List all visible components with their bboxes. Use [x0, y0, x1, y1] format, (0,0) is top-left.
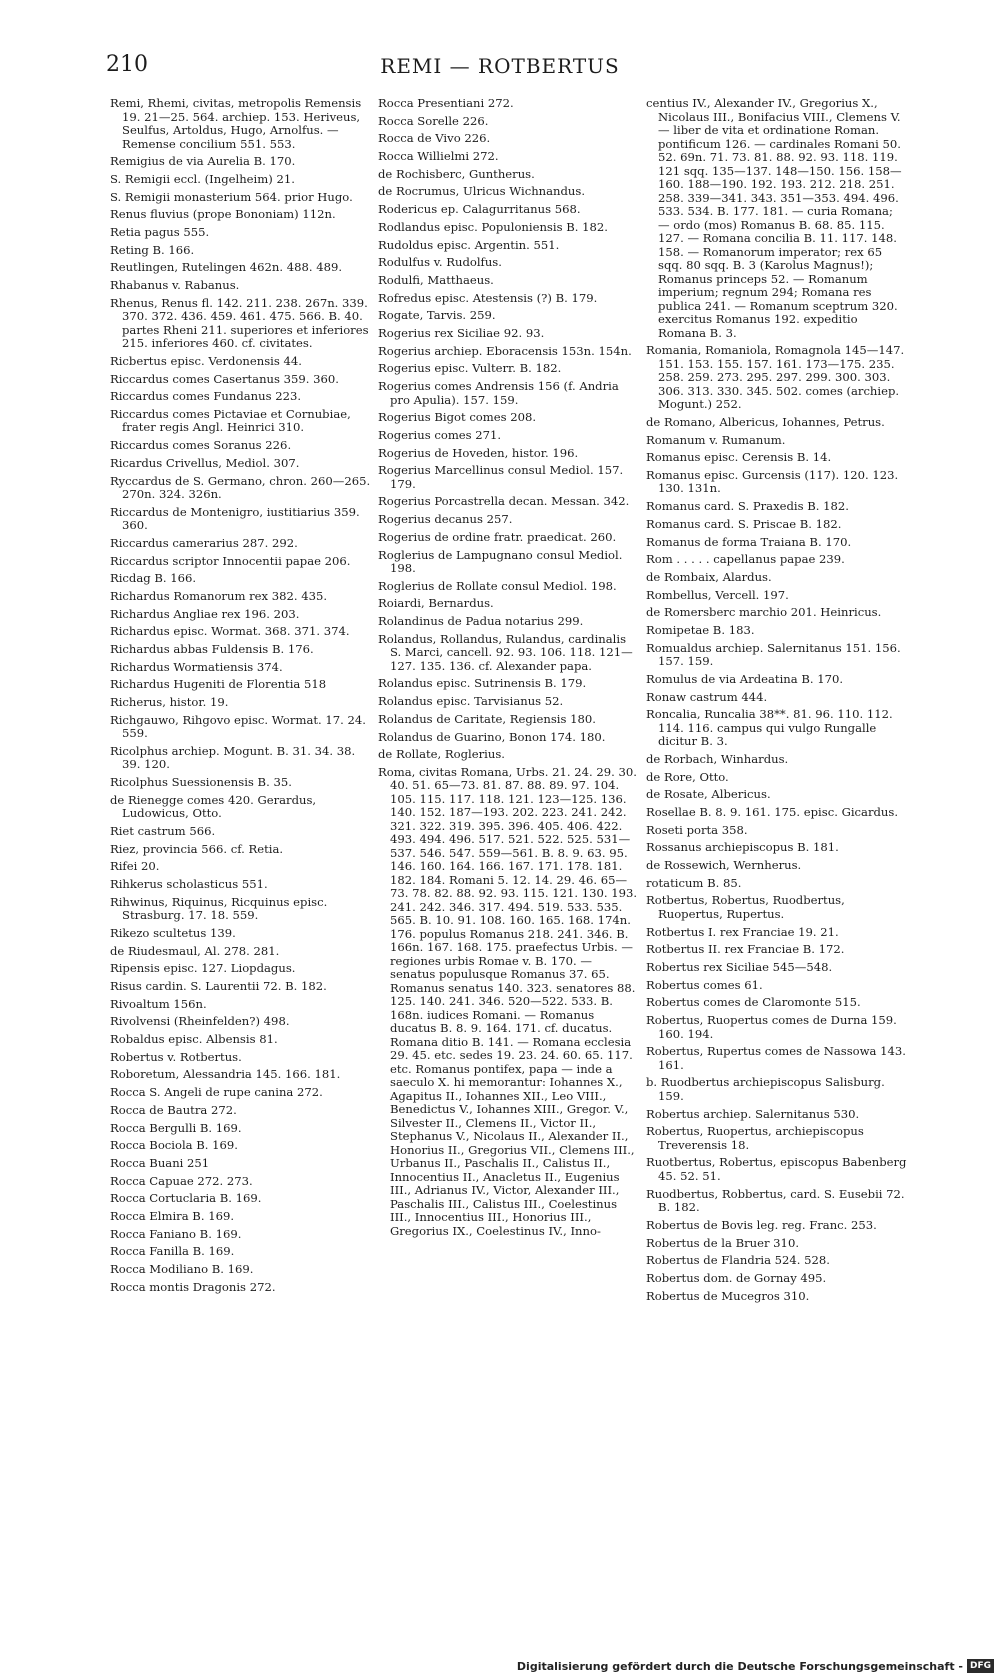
index-entry: Richardus Hugeniti de Florentia 518: [110, 677, 327, 692]
index-entry: Richardus Romanorum rex 382. 435.: [110, 588, 328, 603]
index-entry: Rogerius decanus 257.: [378, 512, 513, 527]
index-entry: Rogate, Tarvis. 259.: [378, 308, 496, 323]
index-entry: Rogerius Marcellinus consul Mediol. 157. 179.: [378, 463, 624, 491]
index-entry: Robertus comes 61.: [646, 977, 763, 992]
index-entry: Rodericus ep. Calagurritanus 568.: [378, 202, 581, 217]
index-entry: Robertus de Bovis leg. reg. Franc. 253.: [646, 1217, 877, 1232]
index-entry: Rocca Faniano B. 169.: [110, 1226, 242, 1241]
index-entry: de Rosate, Albericus.: [646, 787, 771, 802]
index-entry: Rihwinus, Riquinus, Ricquinus episc. Strasburg. 17. 18. 559.: [110, 894, 328, 923]
index-entry: Rodulfi, Matthaeus.: [378, 272, 494, 287]
index-entry: Rossanus archiepiscopus B. 181.: [646, 840, 839, 855]
digitization-footer: [517, 1655, 1000, 1677]
index-entry: Robertus, Ruopertus, archiepiscopus Treverensis 18.: [646, 1124, 864, 1152]
index-entry: Reutlingen, Rutelingen 462n. 488. 489.: [110, 260, 343, 275]
footer-text: Digitalisierung gefördert durch die Deutsche Forschungsgemeinschaft -: [516, 1659, 963, 1673]
index-column-3: [646, 97, 908, 1307]
index-entry: Rocca Sorelle 226.: [378, 113, 489, 128]
index-entry: Robertus rex Siciliae 545—548.: [646, 959, 833, 974]
index-entry: Rhabanus v. Rabanus.: [110, 278, 240, 292]
index-entry: de Rombaix, Alardus.: [646, 569, 772, 584]
index-entry: Rogerius de Hoveden, histor. 196.: [378, 445, 579, 460]
index-entry: Rocca Willielmi 272.: [378, 149, 499, 164]
index-entry: Rocca Cortuclaria B. 169.: [110, 1191, 262, 1206]
index-entry: Riet castrum 566.: [110, 824, 216, 838]
index-entry: Rocca Bociola B. 169.: [110, 1138, 238, 1153]
index-entry: Rudoldus episc. Argentin. 551.: [378, 237, 560, 252]
index-entry: Rocca montis Dragonis 272.: [110, 1279, 276, 1294]
index-column-2: [378, 97, 640, 1243]
index-entry: rotaticum B. 85.: [646, 875, 742, 890]
index-entry: Ricardus Crivellus, Mediol. 307.: [110, 455, 300, 470]
index-entry: Roglerius de Rollate consul Mediol. 198.: [378, 578, 617, 593]
index-entry: Ruodbertus, Robbertus, card. S. Eusebii 72. B. 182.: [646, 1186, 905, 1215]
index-entry: Rogerius episc. Vulterr. B. 182.: [378, 361, 562, 376]
index-entry: Ricolphus archiep. Mogunt. B. 31. 34. 38. 39. 120.: [110, 743, 356, 772]
index-entry: Rivolvensi (Rheinfelden?) 498.: [110, 1014, 290, 1029]
index-entry: Richardus episc. Wormat. 368. 371. 374.: [110, 624, 350, 639]
index-entry: de Rochisberc, Guntherus.: [378, 166, 535, 181]
index-entry: Rocca Presentiani 272.: [378, 96, 514, 110]
index-entry: Rocca de Vivo 226.: [378, 131, 491, 146]
index-column-1: [110, 97, 372, 1298]
index-entry: Rolandus episc. Sutrinensis B. 179.: [378, 676, 587, 691]
index-entry: Riccardus comes Fundanus 223.: [110, 389, 302, 404]
index-entry: Rocca Modiliano B. 169.: [110, 1262, 254, 1276]
index-entry: Rom . . . . . capellanus papae 239.: [646, 552, 845, 567]
index-entry: Romanum v. Rumanum.: [646, 432, 786, 447]
index-entry: Retia pagus 555.: [110, 224, 210, 239]
index-entry: Romania, Romaniola, Romagnola 145—147. 151. 153. 155. 157. 161. 173—175. 235. 258. 259. 273. 295. 297. 299. 300. 303. 306. 313. 330. 345. 502. comes (archiep. Mogunt.) 252.: [646, 343, 905, 412]
index-entry: Rolandinus de Padua notarius 299.: [378, 614, 584, 629]
index-entry: Roboretum, Alessandria 145. 166. 181.: [110, 1067, 341, 1082]
index-entry: Rodulfus v. Rudolfus.: [378, 255, 502, 270]
index-entry: Rolandus, Rollandus, Rulandus, cardinalis S. Marci, cancell. 92. 93. 106. 118. 121—127. 135. 136. cf. Alexander papa.: [378, 631, 633, 673]
index-entry: Ruotbertus, Robertus, episcopus Babenberg 45. 52. 51.: [646, 1155, 907, 1183]
index-entry: Rocca Elmira B. 169.: [110, 1208, 235, 1223]
index-entry: S. Remigii monasterium 564. prior Hugo.: [110, 189, 353, 204]
index-entry: Romipetae B. 183.: [646, 622, 755, 637]
index-entry: Romanus episc. Cerensis B. 14.: [646, 450, 832, 465]
index-entry: Richardus Angliae rex 196. 203.: [110, 606, 300, 621]
index-entry: Robertus archiep. Salernitanus 530.: [646, 1106, 860, 1121]
index-entry: Rogerius de ordine fratr. praedicat. 260.: [378, 529, 617, 544]
index-entry: Rogerius comes Andrensis 156 (f. Andria pro Apulia). 157. 159.: [378, 379, 619, 407]
index-entry: Roiardi, Bernardus.: [378, 596, 494, 611]
index-entry: Rocca Fanilla B. 169.: [110, 1244, 235, 1259]
index-entry: Ryccardus de S. Germano, chron. 260—265. 270n. 324. 326n.: [110, 473, 371, 501]
index-entry: Ricolphus Suessionensis B. 35.: [110, 775, 292, 790]
index-entry: de Rocrumus, Ulricus Wichnandus.: [378, 184, 586, 199]
index-entry: Ronaw castrum 444.: [646, 689, 768, 704]
index-entry: Rogerius Porcastrella decan. Messan. 342.: [378, 494, 630, 509]
index-entry: de Riudesmaul, Al. 278. 281.: [110, 943, 280, 958]
index-entry: Riez, provincia 566. cf. Retia.: [110, 841, 284, 856]
index-entry: Rogerius comes 271.: [378, 427, 502, 442]
index-entry: Richgauwo, Rihgovo episc. Wormat. 17. 24. 559.: [110, 712, 366, 741]
index-entry: Risus cardin. S. Laurentii 72. B. 182.: [110, 979, 327, 993]
index-entry: Romulus de via Ardeatina B. 170.: [646, 671, 844, 686]
index-entry: Rocca Buani 251: [110, 1155, 210, 1170]
index-entry: Renus fluvius (prope Bononiam) 112n.: [110, 207, 336, 222]
index-entry: de Romersberc marchio 201. Heinricus.: [646, 605, 882, 620]
index-entry: de Rore, Otto.: [646, 769, 729, 784]
index-entry: de Rollate, Roglerius.: [378, 747, 505, 762]
index-entry: Riccardus comes Soranus 226.: [110, 438, 292, 453]
index-entry: Romanus de forma Traiana B. 170.: [646, 534, 852, 549]
index-entry: Rogerius rex Siciliae 92. 93.: [378, 325, 545, 340]
index-entry: Rotbertus, Robertus, Ruodbertus, Ruopertus, Rupertus.: [646, 893, 845, 921]
index-entry: Riccardus comes Pictaviae et Cornubiae, frater regis Angl. Heinrici 310.: [110, 406, 351, 435]
index-entry: S. Remigii eccl. (Ingelheim) 21.: [110, 171, 295, 186]
running-head: REMI — ROTBERTUS: [380, 54, 620, 78]
index-entry: de Rorbach, Winhardus.: [646, 751, 789, 766]
index-entry: Ricdag B. 166.: [110, 571, 197, 586]
index-entry: Remigius de via Aurelia B. 170.: [110, 154, 296, 169]
index-entry: Rocca Bergulli B. 169.: [110, 1120, 242, 1135]
index-entry: Rocca Capuae 272. 273.: [110, 1173, 253, 1188]
index-entry: Rifei 20.: [110, 859, 160, 874]
index-entry: Ricbertus episc. Verdonensis 44.: [110, 353, 302, 368]
index-entry: centius IV., Alexander IV., Gregorius X., Nicolaus III., Bonifacius VIII., Clemens V. — liber de vita et ordinatione Roman. pontificum 126. — cardinales Romani 50. 52. 69n. 71. 73. 81. 88. 92. 93. 118. 119. 121 sqq. 135—137. 148—150. 156. 158—160. 188—190. 192. 193. 212. 218. 251. 258. 339—341. 343. 351—353. 494. 496. 533. 534. B. 177. 181. — curia Romana; — ordo (mos) Romanus B. 68. 85. 115. 127. — Romana concilia B. 11. 117. 148. 158. — Romanorum imperator; rex 65 sqq. 80 sqq. B. 3 (Karolus Magnus!); Romanus princeps 52. — Romanum imperium; regnum 294; Romana res publica 241. — Romanum sceptrum 320. exercitus Romanus 192. expeditio Romana B. 3.: [646, 96, 902, 340]
dfg-logo: DFG: [967, 1659, 994, 1673]
index-entry: Robertus v. Rotbertus.: [110, 1049, 242, 1064]
index-entry: Rhenus, Renus fl. 142. 211. 238. 267n. 339. 370. 372. 436. 459. 461. 475. 566. B. 40. partes Rheni 211. superiores et inferiores 215. inferiores 460. cf. civitates.: [110, 295, 369, 351]
index-entry: Roglerius de Lampugnano consul Mediol. 198.: [378, 547, 623, 575]
index-entry: Rolandus episc. Tarvisianus 52.: [378, 694, 564, 709]
index-entry: Robertus comes de Claromonte 515.: [646, 995, 861, 1010]
index-entry: Romanus card. S. Priscae B. 182.: [646, 516, 842, 531]
index-entry: Riccardus scriptor Innocentii papae 206.: [110, 553, 351, 568]
index-entry: Richerus, histor. 19.: [110, 695, 229, 710]
index-entry: Rombellus, Vercell. 197.: [646, 587, 789, 602]
index-entry: Robertus dom. de Gornay 495.: [646, 1270, 827, 1285]
index-entry: Rodlandus episc. Populoniensis B. 182.: [378, 219, 608, 234]
index-entry: Rogerius archiep. Eboracensis 153n. 154n.: [378, 343, 632, 358]
index-entry: de Rienegge comes 420. Gerardus, Ludowicus, Otto.: [110, 792, 317, 821]
index-entry: de Rossewich, Wernherus.: [646, 858, 802, 872]
index-entry: Richardus abbas Fuldensis B. 176.: [110, 642, 314, 656]
index-entry: Rocca S. Angeli de rupe canina 272.: [110, 1085, 323, 1100]
index-entry: b. Ruodbertus archiepiscopus Salisburg. 159.: [646, 1075, 885, 1103]
index-entry: Robertus, Ruopertus comes de Durna 159. 160. 194.: [646, 1013, 897, 1041]
index-entry: Rolandus de Caritate, Regiensis 180.: [378, 711, 596, 726]
index-entry: Richardus Wormatiensis 374.: [110, 659, 283, 674]
index-entry: Romanus episc. Gurcensis (117). 120. 123. 130. 131n.: [646, 467, 899, 496]
index-entry: Rikezo scultetus 139.: [110, 925, 236, 940]
index-entry: Rolandus de Guarino, Bonon 174. 180.: [378, 729, 606, 744]
index-entry: Ripensis episc. 127. Liopdagus.: [110, 961, 296, 976]
index-entry: Riccardus camerarius 287. 292.: [110, 535, 298, 550]
index-entry: Robertus, Rupertus comes de Nassowa 143. 161.: [646, 1044, 906, 1072]
index-entry: Riccardus comes Casertanus 359. 360.: [110, 371, 339, 386]
index-entry: Robertus de Flandria 524. 528.: [646, 1253, 830, 1268]
index-entry: Rofredus episc. Atestensis (?) B. 179.: [378, 290, 598, 305]
index-entry: Robertus de Mucegros 310.: [646, 1288, 810, 1303]
index-entry: Robaldus episc. Albensis 81.: [110, 1032, 278, 1047]
index-entry: Rogerius Bigot comes 208.: [378, 410, 537, 425]
index-entry: de Romano, Albericus, Iohannes, Petrus.: [646, 414, 885, 429]
index-entry: Rotbertus II. rex Franciae B. 172.: [646, 942, 845, 957]
page-number: 210: [106, 52, 148, 77]
index-entry: Remi, Rhemi, civitas, metropolis Remensis 19. 21—25. 564. archiep. 153. Heriveus, Seulfus, Artoldus, Hugo, Arnolfus. — Remense concilium 551. 553.: [110, 96, 362, 151]
index-entry: Rocca de Bautra 272.: [110, 1102, 237, 1117]
index-entry: Roma, civitas Romana, Urbs. 21. 24. 29. 30. 40. 51. 65—73. 81. 87. 88. 89. 97. 104. 105. 115. 117. 118. 121. 123—125. 136. 140. 152. 187—193. 202. 223. 241. 242. 321. 322. 319. 395. 396. 405. 406. 422. 493. 494. 496. 517. 521. 522. 525. 531—537. 546. 547. 559—561. B. 8. 9. 63. 95. 146. 160. 164. 166. 167. 171. 178. 181. 182. 184. Romani 5. 12. 14. 29. 46. 65—73. 78. 82. 88. 92. 93. 115. 121. 130. 193. 241. 242. 346. 317. 494. 519. 533. 535. 565. B. 10. 91. 108. 160. 165. 168. 174n. 176. populus Romanus 218. 241. 346. B. 166n. 167. 168. 175. praefectus Urbis. — regiones urbis Romae v. B. 170. — senatus populusque Romanus 37. 65. Romanus senatus 140. 323. senatores 88. 125. 140. 241. 346. 520—522. 533. B. 168n. iudices Romani. — Romanus ducatus B. 8. 9. 164. 171. cf. ducatus. Romana ditio B. 141. — Romana ecclesia 29. 45. etc. sedes 19. 23. 24. 60. 65. 117. etc. Romanus pontifex, papa — inde a saeculo X. hi memorantur: Iohannes X., Agapitus II., Iohannes XII., Leo VIII., Benedictus V., Iohannes XIII., Gregor. V., Silvester II., Clemens II., Victor II., Stephanus V., Nicolaus II., Alexander II., Honorius II., Gregorius VII., Clemens III., Urbanus II., Paschalis II., Calistus II., Innocentius II., Anacletus II., Eugenius III., Adrianus IV., Victor, Alexander III., Paschalis III., Calistus III., Coelestinus III., Innocentius III., Honorius III., Gregorius IX., Coelestinus IV., Inno-: [378, 764, 638, 1238]
index-entry: Roncalia, Runcalia 38**. 81. 96. 110. 112. 114. 116. campus qui vulgo Rungalle dicitur B. 3.: [646, 707, 893, 749]
index-entry: Riccardus de Montenigro, iustitiarius 359. 360.: [110, 504, 360, 533]
index-entry: Rosellae B. 8. 9. 161. 175. episc. Gicardus.: [646, 804, 899, 819]
index-entry: Rihkerus scholasticus 551.: [110, 877, 268, 892]
index-entry: Reting B. 166.: [110, 242, 195, 257]
index-entry: Romanus card. S. Praxedis B. 182.: [646, 499, 849, 514]
index-entry: Rivoaltum 156n.: [110, 996, 207, 1011]
index-entry: Romualdus archiep. Salernitanus 151. 156. 157. 159.: [646, 640, 901, 669]
index-entry: Rotbertus I. rex Franciae 19. 21.: [646, 924, 839, 939]
index-entry: Robertus de la Bruer 310.: [646, 1235, 800, 1250]
index-entry: Roseti porta 358.: [646, 822, 748, 837]
